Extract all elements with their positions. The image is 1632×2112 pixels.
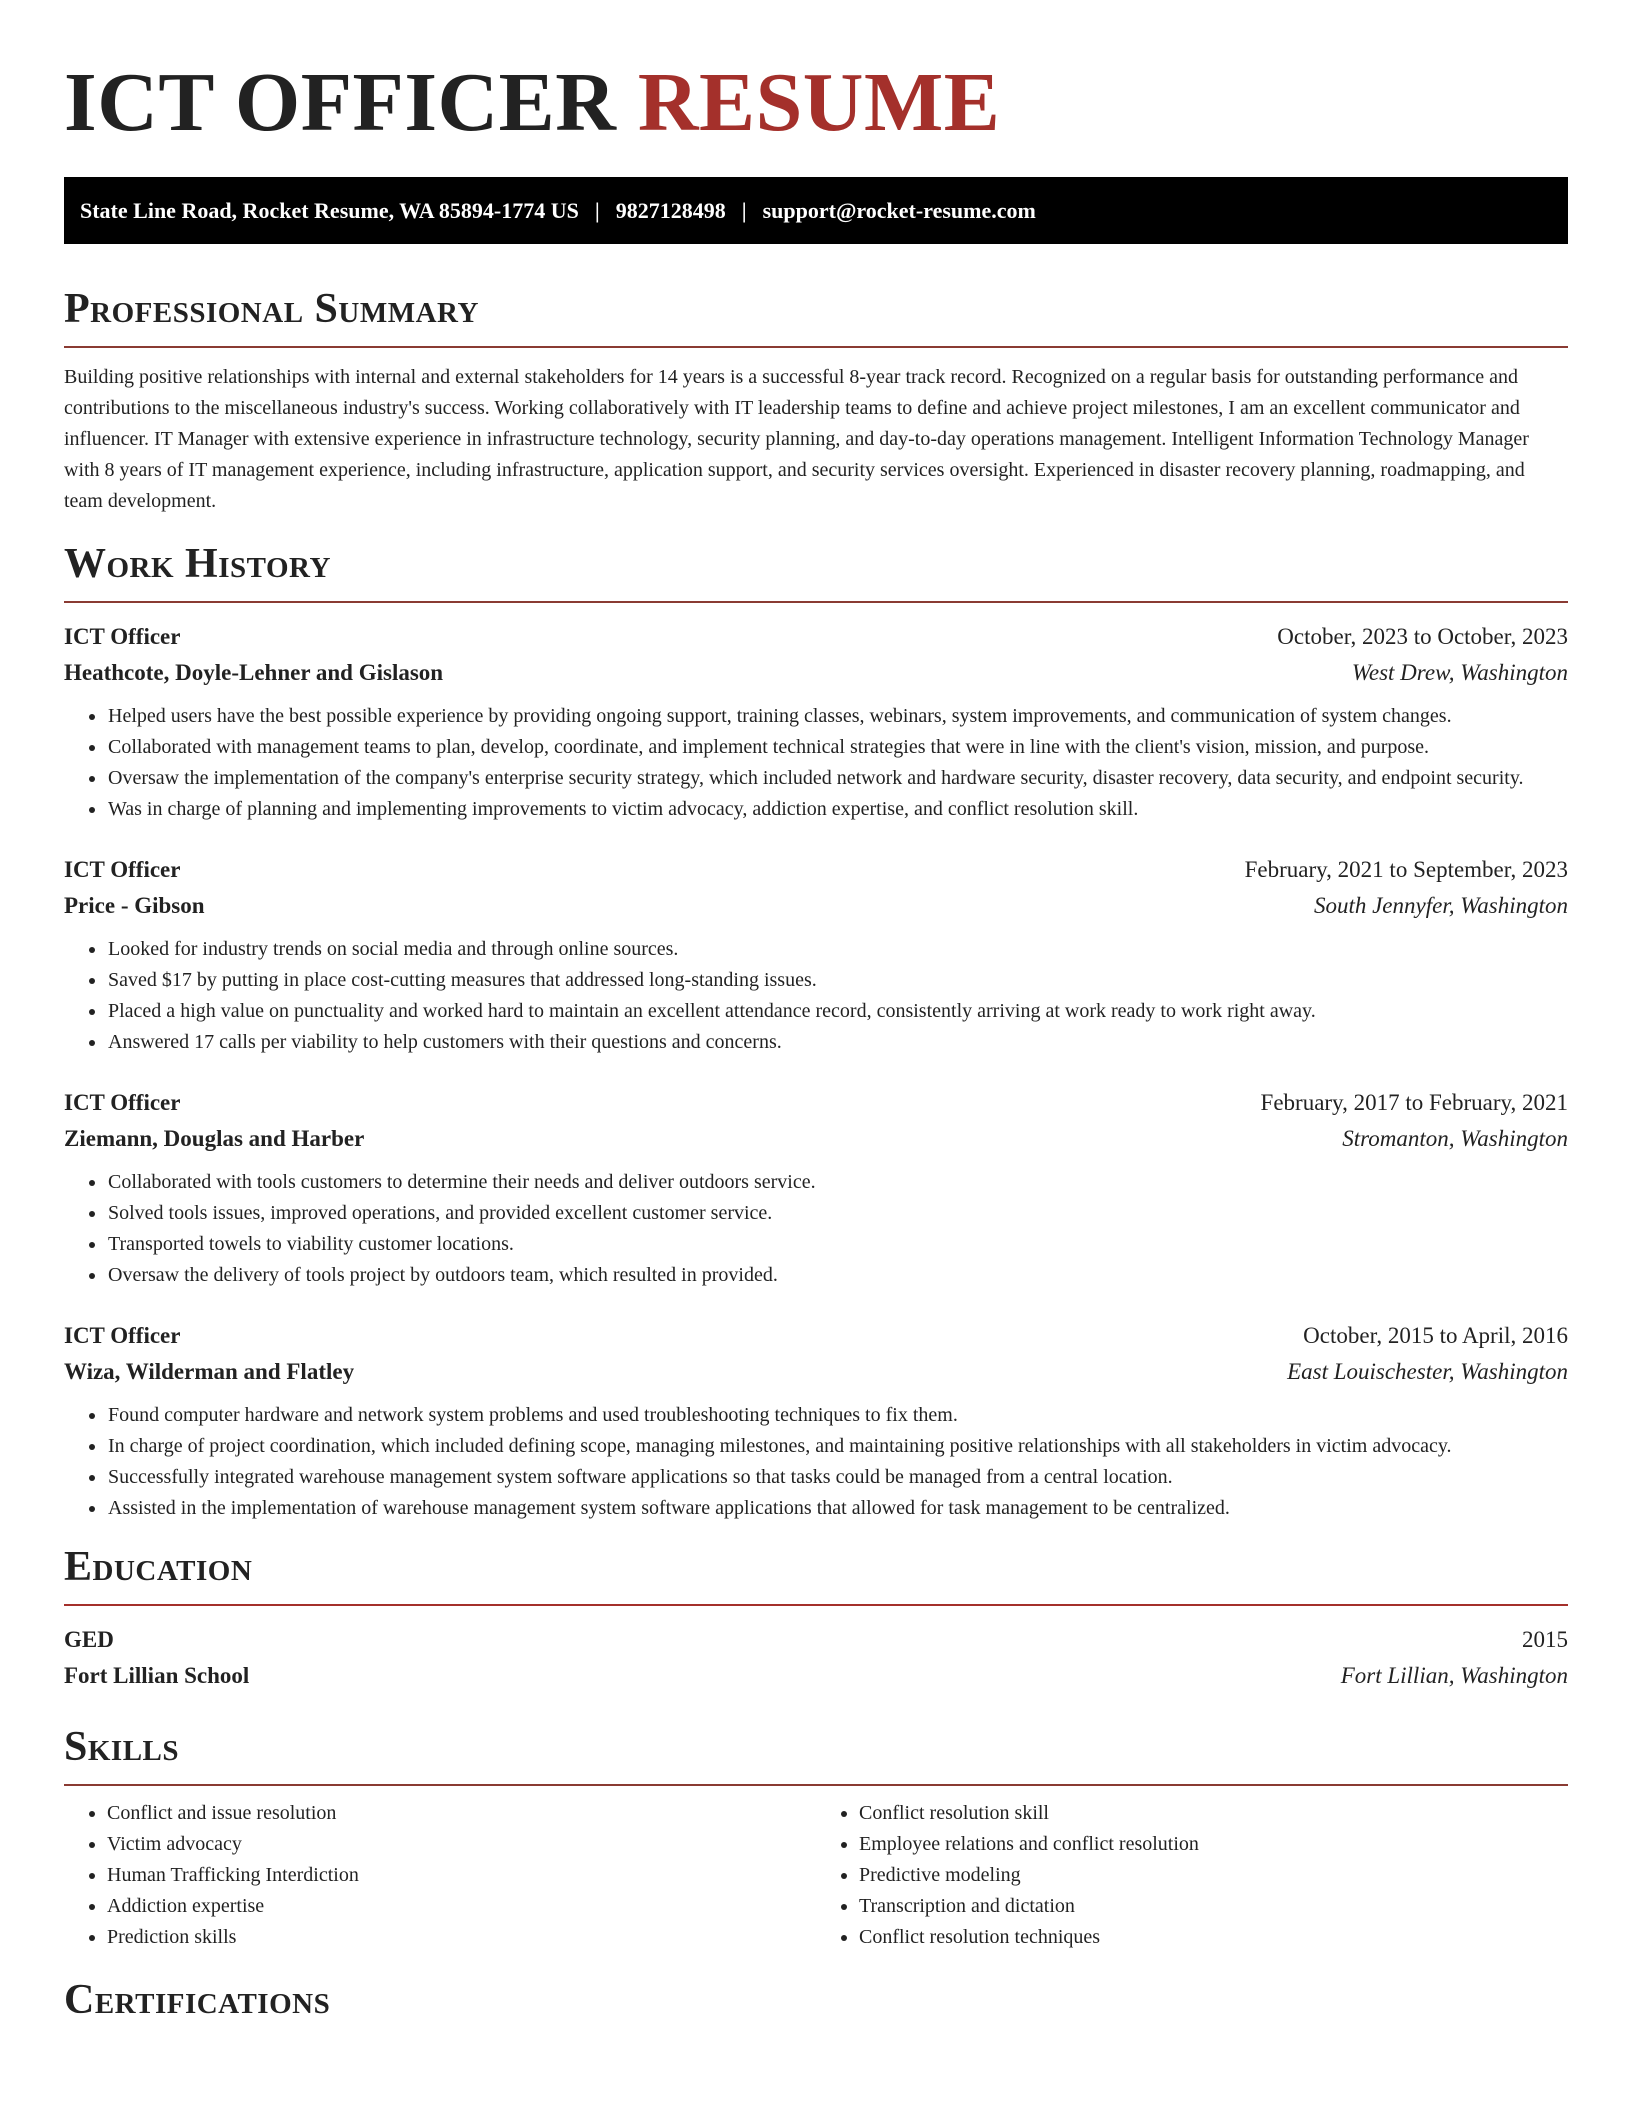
job-location: South Jennyfer, Washington	[1313, 893, 1568, 918]
summary-text: Building positive relationships with internal and external stakeholders for 14 years is a successful 8-year track record. Recognized on a regular basis for outstanding performance and contributions to the miscellaneous industry's success. Working collaboratively with IT leadership teams to define and achieve project milestones, I am an excellent communicator and influencer. IT Manager with extensive experience in infrastructure technology, security planning, and day-to-day operations management. Intelligent Information Technology Manager with 8 years of IT management experience, including infrastructure, application support, and security services oversight. Experienced in disaster recovery planning, roadmapping, and team development.	[64, 366, 1529, 512]
job-bullets	[64, 1167, 1568, 1291]
skill-item: • Conflict resolution techniques	[859, 1922, 1568, 1953]
skill-item: • Victim advocacy	[107, 1829, 816, 1860]
title-main: ICT OFFICER	[64, 56, 617, 149]
job-bullet: • Solved tools issues, improved operations, and provided excellent customer service.	[107, 1198, 1568, 1229]
section-heading-skills: Skills	[64, 1724, 180, 1770]
skills-section	[64, 1722, 1568, 1953]
job-title: ICT Officer	[64, 1090, 181, 1115]
job-bullets	[64, 701, 1568, 825]
education-degree: GED	[64, 1627, 114, 1652]
contact-separator: |	[594, 197, 600, 223]
section-divider	[64, 346, 1568, 348]
skill-item: • Conflict resolution skill	[859, 1798, 1568, 1829]
job-bullet: • Helped users have the best possible experience by providing ongoing support, training classes, webinars, system improvements, and communication of system changes.	[107, 701, 1568, 732]
section-heading-education: Education	[64, 1544, 253, 1590]
section-heading-certifications: Certifications	[64, 1977, 331, 2023]
section-heading-summary: Professional Summary	[64, 286, 479, 332]
skill-item: • Conflict and issue resolution	[107, 1798, 816, 1829]
job-entry	[64, 1318, 1568, 1524]
skill-item: • Transcription and dictation	[859, 1891, 1568, 1922]
skills-list-right	[816, 1798, 1568, 1953]
job-entry	[64, 852, 1568, 1058]
job-bullet: • Successfully integrated warehouse management system software applications so that tasks could be managed from a central location.	[107, 1462, 1568, 1493]
section-divider	[64, 601, 1568, 603]
job-bullet: • Oversaw the delivery of tools project by outdoors team, which resulted in provided.	[107, 1260, 1568, 1291]
job-bullet: • Oversaw the implementation of the company's enterprise security strategy, which included network and hardware security, disaster recovery, data security, and endpoint security.	[107, 763, 1568, 794]
education-section	[64, 1542, 1568, 1694]
job-bullet: • In charge of project coordination, which included defining scope, managing milestones, and maintaining positive relationships with all stakeholders in victim advocacy.	[107, 1431, 1568, 1462]
resume-title	[64, 0, 1568, 151]
contact-bar	[64, 177, 1568, 244]
job-bullet: • Collaborated with tools customers to determine their needs and deliver outdoors service.	[107, 1167, 1568, 1198]
education-year: 2015	[1522, 1627, 1568, 1652]
job-bullet: • Transported towels to viability customer locations.	[107, 1229, 1568, 1260]
job-title: ICT Officer	[64, 857, 181, 882]
job-title: ICT Officer	[64, 624, 181, 649]
job-title: ICT Officer	[64, 1323, 181, 1348]
education-location: Fort Lillian, Washington	[1340, 1663, 1568, 1688]
job-company: Heathcote, Doyle-Lehner and Gislason	[64, 660, 444, 685]
job-dates: February, 2021 to September, 2023	[1244, 857, 1568, 882]
certifications-section	[64, 1975, 1568, 2025]
skill-item: • Human Trafficking Interdiction	[107, 1860, 816, 1891]
education-school: Fort Lillian School	[64, 1663, 250, 1688]
job-company: Price - Gibson	[64, 893, 205, 918]
contact-separator: |	[741, 197, 747, 223]
job-bullet: • Saved $17 by putting in place cost-cutting measures that addressed long-standing issues.	[107, 965, 1568, 996]
skills-list-left	[64, 1798, 816, 1953]
job-bullet: • Collaborated with management teams to plan, develop, coordinate, and implement technical strategies that were in line with the client's vision, mission, and purpose.	[107, 732, 1568, 763]
job-bullet: • Answered 17 calls per viability to help customers with their questions and concerns.	[107, 1027, 1568, 1058]
job-bullets	[64, 934, 1568, 1058]
job-location: West Drew, Washington	[1351, 660, 1568, 685]
job-bullet: • Assisted in the implementation of warehouse management system software applications that allowed for task management to be centralized.	[107, 1493, 1568, 1524]
skill-item: • Addiction expertise	[107, 1891, 816, 1922]
job-location: East Louischester, Washington	[1287, 1359, 1568, 1384]
job-entry	[64, 619, 1568, 825]
contact-email: support@rocket-resume.com	[762, 197, 1036, 223]
job-bullets	[64, 1400, 1568, 1524]
job-company: Wiza, Wilderman and Flatley	[64, 1359, 355, 1384]
section-divider	[64, 1784, 1568, 1786]
skill-item: • Predictive modeling	[859, 1860, 1568, 1891]
skill-item: • Prediction skills	[107, 1922, 816, 1953]
job-bullet: • Placed a high value on punctuality and worked hard to maintain an excellent attendance record, consistently arriving at work ready to work right away.	[107, 996, 1568, 1027]
job-bullet: • Found computer hardware and network system problems and used troubleshooting techniques to fix them.	[107, 1400, 1568, 1431]
job-bullet: • Was in charge of planning and implementing improvements to victim advocacy, addiction expertise, and conflict resolution skill.	[107, 794, 1568, 825]
job-dates: October, 2015 to April, 2016	[1303, 1323, 1568, 1348]
job-dates: February, 2017 to February, 2021	[1260, 1090, 1568, 1115]
section-divider	[64, 1604, 1568, 1606]
skill-item: • Employee relations and conflict resolution	[859, 1829, 1568, 1860]
job-company: Ziemann, Douglas and Harber	[64, 1126, 365, 1151]
contact-phone: 9827128498	[615, 197, 726, 223]
job-dates: October, 2023 to October, 2023	[1277, 624, 1568, 649]
job-location: Stromanton, Washington	[1342, 1126, 1568, 1151]
job-bullet: • Looked for industry trends on social media and through online sources.	[107, 934, 1568, 965]
summary-section	[64, 284, 1568, 517]
contact-address: State Line Road, Rocket Resume, WA 85894-1774 US	[80, 197, 579, 223]
title-accent: RESUME	[637, 56, 1001, 149]
section-heading-work: Work History	[64, 541, 331, 587]
job-entry	[64, 1085, 1568, 1291]
skills-columns	[64, 1798, 1568, 1953]
work-history-section	[64, 539, 1568, 1524]
